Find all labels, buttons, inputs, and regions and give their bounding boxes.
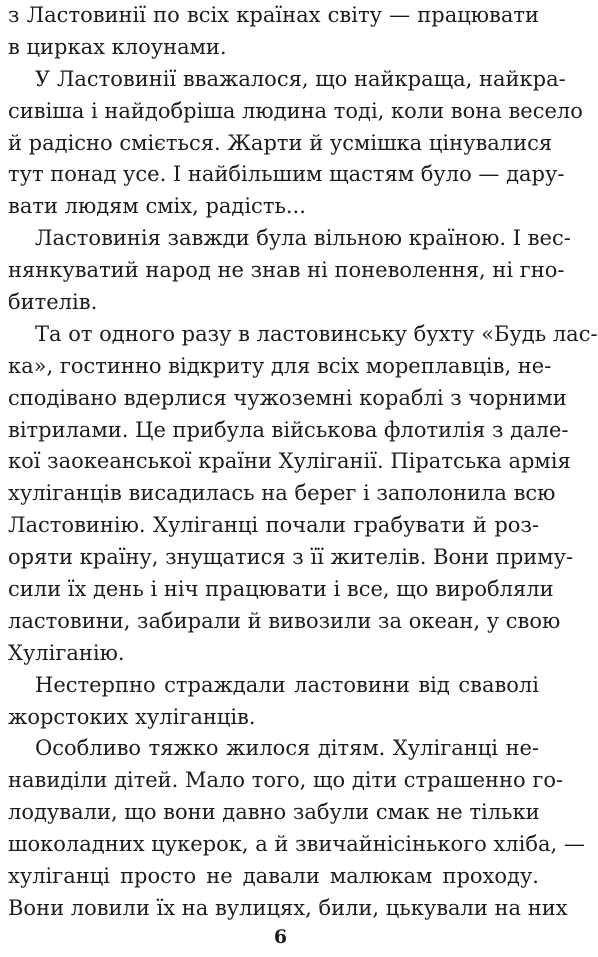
- text-line: навиділи дітей. Мало того, що діти страшенно го-: [8, 768, 564, 793]
- text-line: лодували, що вони давно забули смак не тільки: [8, 800, 540, 825]
- text-line: сподівано вдерлися чужоземні кораблі з чорними: [8, 385, 567, 410]
- text-line: Нестерпно страждали ластовини від сваволі: [35, 672, 539, 697]
- text-line: вітрилами. Це прибула військова флотилія з дале-: [8, 417, 569, 442]
- text-line: Ластовинія завжди була вільною країною. І вес-: [35, 226, 571, 251]
- paragraph-3: [8, 223, 571, 319]
- text-line: в цирках клоунами.: [8, 34, 227, 59]
- paragraph-5: [8, 670, 539, 734]
- paragraph-4: [8, 319, 598, 670]
- text-line: Особливо тяжко жилося дітям. Хуліганці не-: [35, 736, 539, 761]
- book-page: [8, 0, 598, 925]
- text-line: з Ластовинії по всіх країнах світу — працювати: [8, 3, 539, 27]
- text-line: оряти країну, знущатися з її жителів. Вони приму-: [8, 545, 574, 570]
- page-number: 6: [273, 926, 288, 948]
- text-line: нянкуватий народ не знав ні поневолення, ні гно-: [8, 258, 565, 283]
- text-line: й радісно сміється. Жарти й усмішка цінувалися: [8, 130, 553, 155]
- paragraph-2: [8, 64, 583, 223]
- text-line: Ластовинію. Хуліганці почали грабувати й роз-: [8, 513, 539, 538]
- text-line: хуліганців висадилась на берег і заполонила всю: [8, 481, 556, 506]
- text-line: жорстоких хуліганців.: [8, 704, 256, 729]
- text-line: тут понад усе. І найбільшим щастям було — дару-: [8, 162, 565, 187]
- paragraph-1: [8, 0, 539, 64]
- text-line: ластовини, забирали й вивозили за океан, у свою: [8, 608, 561, 633]
- text-line: ка», гостинно відкриту для всіх мореплавців, не-: [8, 353, 552, 378]
- text-line: Хуліганію.: [8, 640, 125, 665]
- text-line: Вони ловили їх на вулицях, били, цькували на них: [8, 895, 568, 920]
- text-line: сили їх день і ніч працювати і все, що виробляли: [8, 577, 554, 602]
- text-line: вати людям сміх, радість...: [8, 194, 306, 219]
- text-line: шоколадних цукерок, а й звичайнісінького хліба, —: [8, 832, 585, 857]
- paragraph-6: [8, 733, 585, 924]
- text-line: Та от одного разу в ластовинську бухту «Будь лас-: [35, 321, 598, 346]
- text-line: хуліганці просто не давали малюкам проходу.: [8, 864, 539, 889]
- text-line: кої заокеанської країни Хуліганії. Піратська армія: [8, 449, 571, 474]
- text-line: бителів.: [8, 290, 98, 315]
- text-line: У Ластовинії вважалося, що найкраща, найкра-: [35, 66, 566, 91]
- text-line: сивіша і найдобріша людина тоді, коли вона весело: [8, 98, 583, 123]
